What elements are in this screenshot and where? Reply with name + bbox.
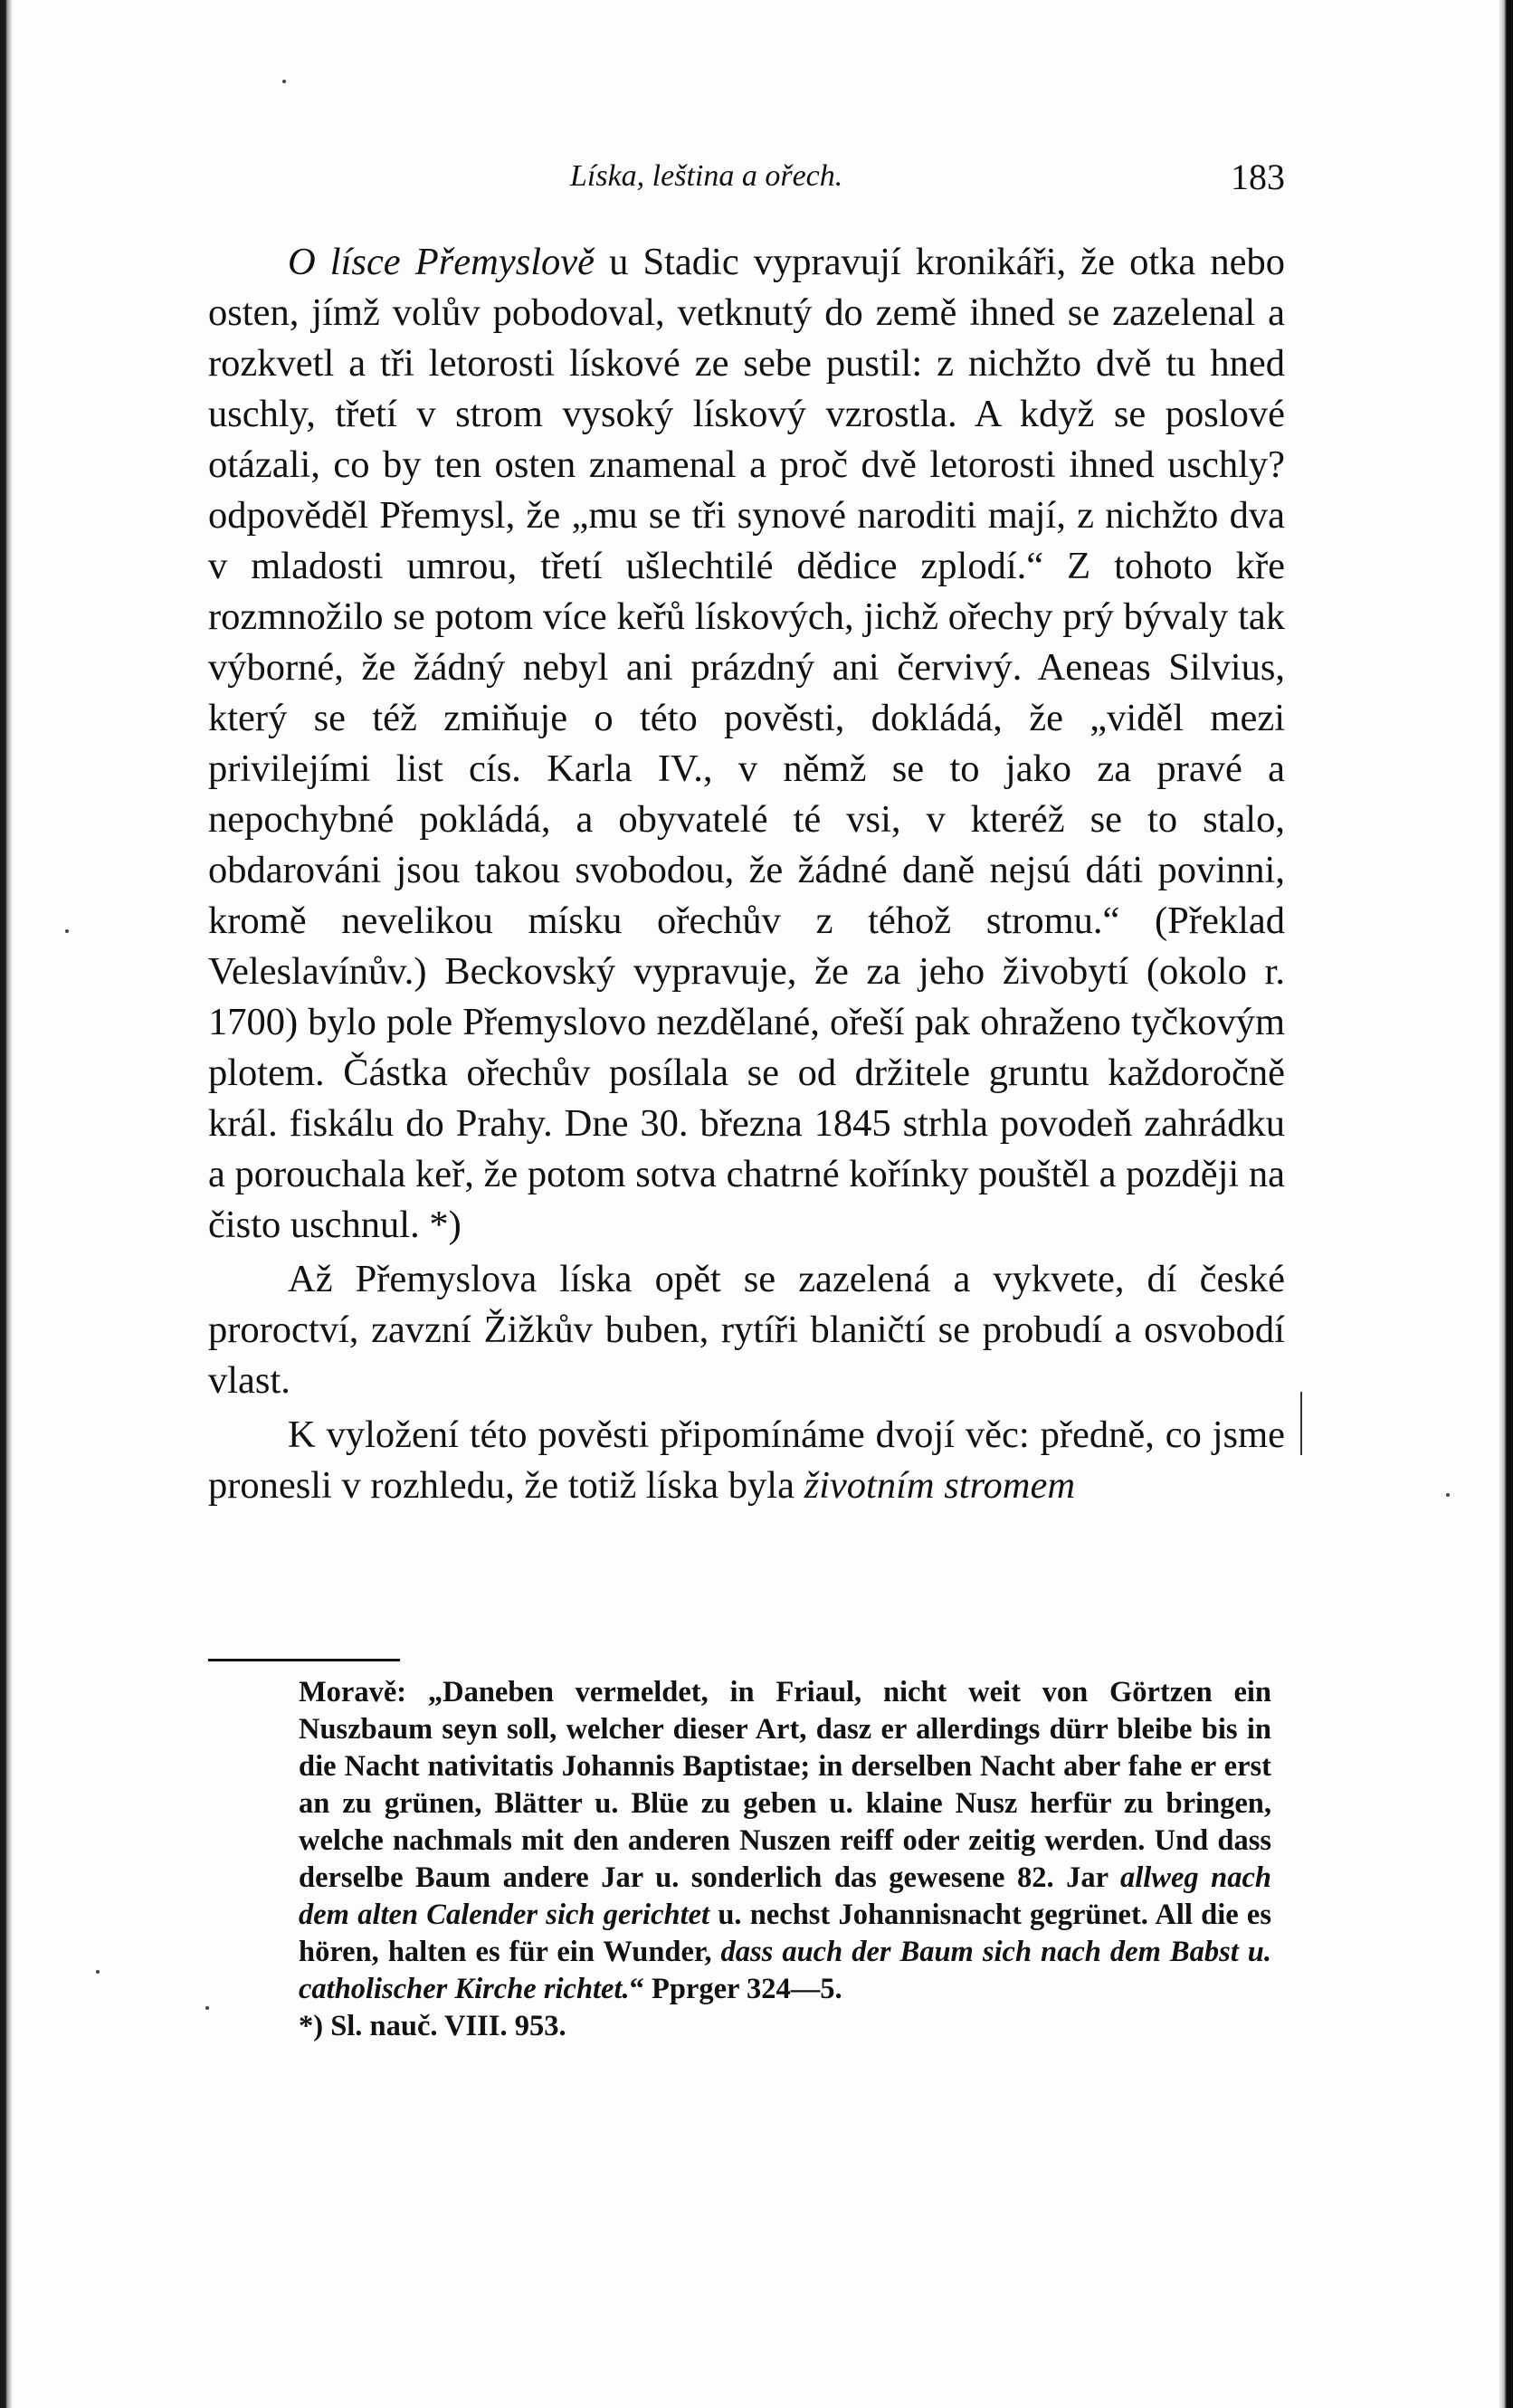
paragraph-1-text: u Stadic vypravují kronikáři, že otka nebo osten, jímž volův pobodoval, vetknutý do země ihned se zazelenal a rozkvetl a tři letorosti lískové ze sebe pustil: z nichžto dvě tu hned uschly, třetí v strom vysoký lískový vzrostla. A když se poslové otázali, co by ten osten znamenal a proč dvě letorosti ihned uschly? odpověděl Přemysl, že „mu se tři synové naroditi mají, z nichžto dva v mladosti umrou, třetí ušlechtilé dědice zplodí.“ Z tohoto kře rozmnožilo se potom více keřů lískových, jichž ořechy prý bývaly tak výborné, že žádný nebyl ani prázdný ani červivý. Aeneas Silvius, který se též zmiňuje o této pověsti, dokládá, že „viděl mezi privilejími list cís. Karla IV., v němž se to jako za pravé a nepochybné pokládá, a obyvatelé té vsi, v kteréž se to stalo, obdarováni jsou takou svobodou, že žádné daně nejsú dáti povinni, kromě nevelikou mísku ořechův z téhož stromu.“ (Překlad Veleslavínův.) Beckovský vypravuje, že za jeho živobytí (okolo r. 1700) bylo pole Přemyslovo nezdělané, ořeší pak ohraženo tyčkovým plotem. Částka ořechův posílala se od držitele gruntu každoročně král. fiskálu do Prahy. Dne 30. března 1845 strhla povodeň zahrádku a porouchala keř, že potom sotva chatrné kořínky pouštěl a později na čisto uschnul. *) [208, 241, 1285, 1246]
paragraph-2-text: Až Přemyslova líska opět se zazelená a vykvete, dí české proroctví, zavzní Žižkův buben, rytíři blaničtí se probudí a osvobodí vlast. [208, 1258, 1285, 1402]
footnote-italic-b: dass auch der Baum sich nach dem Babst u. catholischer Kirche richtet. [299, 1936, 1271, 2005]
page-left-edge [0, 0, 13, 2408]
running-title: Líska, leština a ořech. [570, 159, 843, 193]
margin-mark [1300, 1392, 1302, 1455]
scan-speck [96, 1970, 100, 1974]
page-right-edge [1499, 0, 1513, 2408]
scan-speck [1446, 1493, 1450, 1497]
footnote-text-c: “ Pprger 324—5. [629, 1973, 842, 2005]
page-header [208, 152, 1285, 206]
paragraph-2 [208, 1254, 1285, 1406]
footnote-rule [208, 1659, 400, 1661]
paragraph-3 [208, 1410, 1285, 1511]
footnotes [299, 1674, 1271, 2045]
footnote-text-a: Moravě: „Daneben vermeldet, in Friaul, nicht weit von Görtzen ein Nuszbaum seyn soll, welcher dieser Art, dasz er allerdings dürr bleibe bis in die Nacht nativitatis Johannis Baptistae; in derselben Nacht aber fahe er erst an zu grünen, Blätter u. Blüe zu geben u. klaine Nusz herfür zu bringen, welche nachmals mit den anderen Nuszen reiff oder zeitig werden. Und dass derselbe Baum andere Jar u. sonderlich das gewesene 82. Jar [299, 1676, 1271, 1894]
scan-speck [65, 929, 69, 933]
paragraph-3-italic-tail: životním stromem [804, 1464, 1076, 1507]
footnote-text-b: u. nechst Johannisnacht gegrünet. All die es hören, halten es für ein Wunder, [299, 1899, 1271, 1968]
footnote-continued [299, 1674, 1271, 2008]
main-text [208, 237, 1285, 1511]
footnote-reference: *) Sl. nauč. VIII. 953. [299, 2010, 566, 2042]
scan-speck [282, 80, 286, 83]
scan-speck [205, 2006, 209, 2010]
page-number: 183 [1231, 157, 1285, 197]
paragraph-1-italic-lead: O lísce Přemyslově [288, 241, 595, 283]
footnote-italic-a: allweg nach dem alten Calender sich gerichtet [299, 1861, 1271, 1931]
paragraph-1 [208, 237, 1285, 1251]
paragraph-3-text: K vyložení této pověsti připomínáme dvojí věc: předně, co jsme pronesli v rozhledu, že totiž líska byla [208, 1413, 1285, 1507]
